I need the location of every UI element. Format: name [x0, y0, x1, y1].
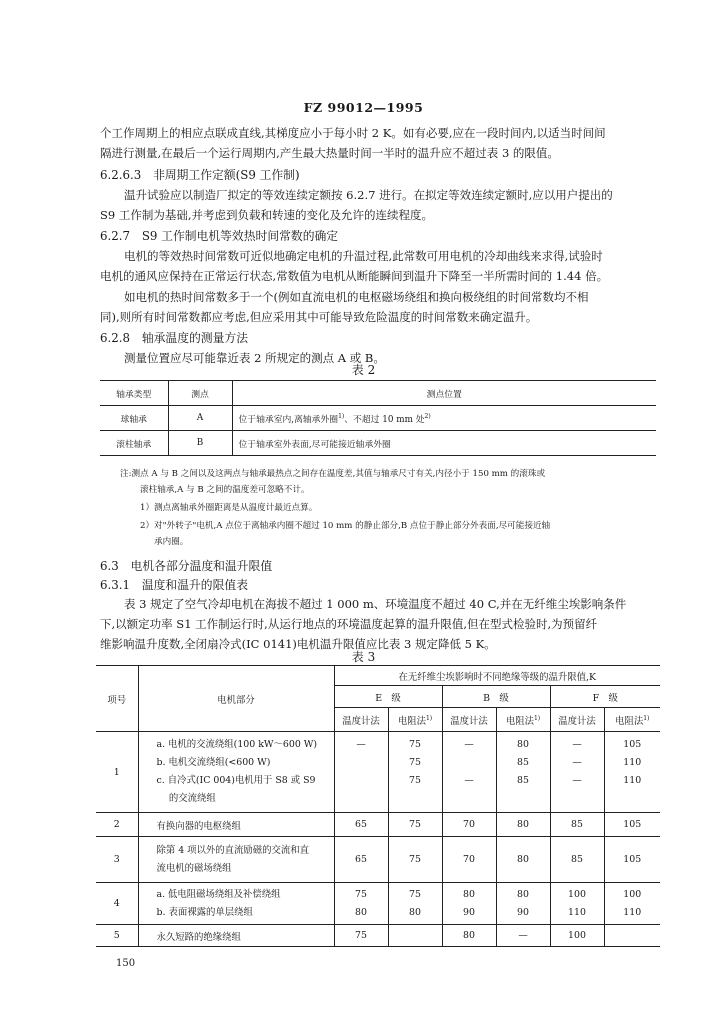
resistance-label: 电阻法 — [397, 715, 426, 727]
table3-cell-part — [138, 732, 334, 813]
table3-cell-value — [442, 883, 496, 925]
table3-cell-value — [496, 883, 550, 925]
section-heading-627: 6.2.7 S9 工作制电机等效热时间常数的确定 — [100, 229, 339, 243]
table3-header-thermometer: 温度计法 — [550, 708, 604, 732]
table2-header-type: 轴承类型 — [100, 381, 168, 406]
value: 80 — [409, 906, 421, 918]
value: 80 — [355, 906, 367, 918]
part-line: c. 自冷式(IC 004)电机用于 S8 或 S9 — [156, 775, 316, 786]
location-text: 位于轴承室内,离轴承外圈 — [238, 414, 339, 425]
table-row — [100, 406, 656, 431]
table-row — [96, 732, 660, 813]
value: 75 — [409, 757, 421, 768]
part-line: 除第 4 项以外的直流励磁的交流和直 — [156, 844, 310, 856]
footnote-ref: 1) — [338, 412, 345, 420]
table3-cell-value: 105 — [604, 837, 660, 883]
table3-cell-value: 65 — [334, 837, 388, 883]
table3-header-resistance — [496, 708, 550, 732]
table2-header-location: 测点位置 — [232, 381, 656, 406]
value: 80 — [463, 888, 475, 900]
table2-cell-location — [232, 406, 656, 431]
section-heading-6263: 6.2.6.3 非周期工作定额(S9 工作制) — [100, 168, 300, 182]
table3-cell-value: 65 — [334, 813, 388, 837]
table-row — [96, 837, 660, 883]
value: — — [464, 739, 474, 750]
table2-cell-point: B — [168, 431, 232, 456]
paragraph-line: 隔进行测量,在最后一个运行周期内,产生最大热量时间一半时的温升应不超过表 3 的限值。 — [100, 146, 559, 160]
table3-header-class-f: F 级 — [550, 686, 660, 708]
table3-cell-value — [388, 925, 442, 947]
part-line: b. 电机交流绕组(<600 W) — [156, 757, 271, 768]
paragraph-line: 如电机的热时间常数多于一个(例如直流电机的电枢磁场绕组和换向极绕组的时间常数均不相 — [124, 290, 589, 304]
table2-footnote-1: 1）测点离轴承外圈距离是从温度计最近点算。 — [140, 503, 318, 513]
value: 100 — [623, 888, 642, 900]
table2-note: 滚柱轴承,A 与 B 之间的温度差可忽略不计。 — [140, 485, 310, 495]
table3-header-part: 电机部分 — [138, 666, 334, 732]
value: — — [572, 757, 582, 768]
table3-cell-value — [334, 732, 388, 813]
table3-cell-value: — — [496, 925, 550, 947]
table3-cell-no: 3 — [96, 837, 138, 883]
table3-cell-no: 4 — [96, 883, 138, 925]
value: 75 — [409, 775, 421, 786]
location-text-cont: 、不超过 10 mm 处 — [344, 414, 425, 425]
table2-cell-point: A — [168, 406, 232, 431]
footnote-ref: 1) — [533, 714, 541, 722]
table3-header-resistance — [604, 708, 660, 732]
table-row — [100, 431, 656, 456]
paragraph-line: 个工作周期上的相应点联成直线,其梯度应小于每小时 2 K。如有必要,应在一段时间内,以适当时间间 — [100, 126, 606, 140]
value: 80 — [517, 888, 529, 900]
table-row — [96, 883, 660, 925]
paragraph-line: S9 工作制为基础,并考虑到负载和转速的变化及允许的连续程度。 — [100, 208, 434, 222]
paragraph-line: 维影响温升度数,全闭扇冷式(IC 0141)电机温升限值应比表 3 规定降低 5 K。 — [100, 637, 496, 651]
value: 110 — [568, 906, 586, 918]
value: 100 — [568, 888, 586, 900]
table3-cell-value: 80 — [496, 813, 550, 837]
table-2 — [100, 380, 656, 456]
table3-caption: 表 3 — [351, 650, 376, 664]
table3-cell-no: 1 — [96, 732, 138, 813]
table-row — [96, 925, 660, 947]
section-heading-628: 6.2.8 轴承温度的测量方法 — [100, 331, 248, 345]
paragraph-line: 下,以额定功率 S1 工作制运行时,从运行地点的环境温度起算的温升限值,但在型式检验时,为预留纤 — [100, 617, 598, 631]
value: 75 — [409, 888, 421, 900]
value: 75 — [409, 739, 421, 750]
footnote-ref: 1) — [425, 714, 433, 722]
table2-cell-type: 滚柱轴承 — [100, 431, 168, 456]
table3-cell-value: 75 — [388, 837, 442, 883]
table3-cell-value — [604, 883, 660, 925]
value: 110 — [623, 906, 642, 918]
table3-header-class-e: E 级 — [334, 686, 442, 708]
value: 90 — [463, 906, 475, 918]
value: 75 — [355, 888, 367, 900]
table3-cell-value: 75 — [334, 925, 388, 947]
table3-cell-value: 85 — [550, 813, 604, 837]
part-line: a. 电机的交流绕组(100 kW～600 W) — [156, 739, 318, 750]
table3-header-thermometer: 温度计法 — [334, 708, 388, 732]
table3-header-group: 在无纤维尘埃影响时不同绝缘等级的温升限值,K — [334, 666, 660, 686]
table3-cell-value: 80 — [496, 837, 550, 883]
table2-caption: 表 2 — [351, 363, 376, 377]
table3-cell-value: 105 — [604, 813, 660, 837]
value: 90 — [517, 906, 529, 918]
table3-cell-value: 70 — [442, 837, 496, 883]
value: — — [572, 739, 582, 750]
table3-cell-value — [550, 732, 604, 813]
paragraph-line: 电机的等效热时间常数可近似地确定电机的升温过程,此常数可用电机的冷却曲线来求得,试验时 — [124, 249, 603, 263]
value: 105 — [623, 739, 642, 750]
resistance-label: 电阻法 — [615, 715, 644, 727]
table3-cell-part — [138, 883, 334, 925]
table3-cell-value — [388, 732, 442, 813]
table3-header-thermometer: 温度计法 — [442, 708, 496, 732]
paragraph-line: 电机的通风应保持在正常运行状态,常数值为电机从断能瞬间到温升下降至一半所需时间的 1.44 倍。 — [100, 269, 609, 283]
table3-cell-value: 70 — [442, 813, 496, 837]
footnote-ref: 1) — [643, 714, 650, 722]
table2-cell-type: 球轴承 — [100, 406, 168, 431]
part-line: 的交流绕组 — [156, 793, 216, 804]
table3-cell-value — [334, 883, 388, 925]
table2-footnote-2-cont: 承内圈。 — [154, 537, 189, 547]
table2-footnote-2: 2）对"外转子"电机,A 点位于离轴承内圈不超过 10 mm 的静止部分,B 点位于静止部分外表面,尽可能接近轴 — [140, 521, 551, 531]
table3-cell-value: 80 — [442, 925, 496, 947]
table3-cell-value — [496, 732, 550, 813]
table3-cell-value: 100 — [550, 925, 604, 947]
table3-cell-part: 有换向器的电枢绕组 — [138, 813, 334, 837]
value: 85 — [517, 757, 529, 768]
part-line: 流电机的磁场绕组 — [156, 862, 232, 874]
table2-cell-location: 位于轴承室外表面,尽可能接近轴承外圈 — [232, 431, 656, 456]
table2-note: 注:测点 A 与 B 之间以及这两点与轴承最热点之间存在温度差,其值与轴承尺寸有关,内径小于 150 mm 的滚珠或 — [120, 469, 546, 479]
section-heading-63: 6.3 电机各部分温度和温升限值 — [100, 559, 273, 573]
table3-cell-value — [604, 925, 660, 947]
table3-header-resistance — [388, 708, 442, 732]
part-line: b. 表面裸露的单层绕组 — [156, 906, 253, 918]
value: 110 — [623, 757, 642, 768]
paragraph-line: 表 3 规定了空气冷却电机在海拔不超过 1 000 m、环境温度不超过 40 C,并在无纤维尘埃影响条件 — [124, 597, 627, 611]
section-heading-631: 6.3.1 温度和温升的限值表 — [100, 578, 248, 592]
value: — — [572, 775, 582, 786]
table3-cell-value: 75 — [388, 813, 442, 837]
paragraph-line: 温升试验应以制造厂拟定的等效连续定额按 6.2.7 进行。在拟定等效连续定额时,应以用户提出的 — [124, 188, 613, 202]
table-row — [96, 813, 660, 837]
part-line: a. 低电阻磁场绕组及补偿绕组 — [156, 888, 281, 900]
value: 110 — [623, 775, 642, 786]
table3-cell-value — [388, 883, 442, 925]
value: 80 — [517, 739, 529, 750]
table3-cell-value — [604, 732, 660, 813]
table3-cell-no: 2 — [96, 813, 138, 837]
value: — — [356, 739, 366, 750]
table3-header-class-b: B 级 — [442, 686, 550, 708]
value: — — [464, 775, 474, 786]
table3-cell-value: 85 — [550, 837, 604, 883]
page-number: 150 — [116, 958, 136, 969]
table3-cell-part: 永久短路的绝缘绕组 — [138, 925, 334, 947]
paragraph-line: 同),则所有时间常数都应考虑,但应采用其中可能导致危险温度的时间常数来确定温升。 — [100, 310, 538, 324]
table3-cell-no: 5 — [96, 925, 138, 947]
table3-cell-value — [550, 883, 604, 925]
table3-header-item-no: 项号 — [96, 666, 138, 732]
table3-cell-value — [442, 732, 496, 813]
table3-cell-part — [138, 837, 334, 883]
value: 85 — [517, 775, 529, 786]
footnote-ref: 2) — [424, 412, 431, 420]
table-3 — [96, 665, 660, 947]
standard-header: FZ 99012—1995 — [303, 100, 424, 115]
table2-header-point: 测点 — [168, 381, 232, 406]
paragraph-line: 测量位置应尽可能靠近表 2 所规定的测点 A 或 B。 — [124, 351, 385, 365]
resistance-label: 电阻法 — [505, 715, 534, 727]
